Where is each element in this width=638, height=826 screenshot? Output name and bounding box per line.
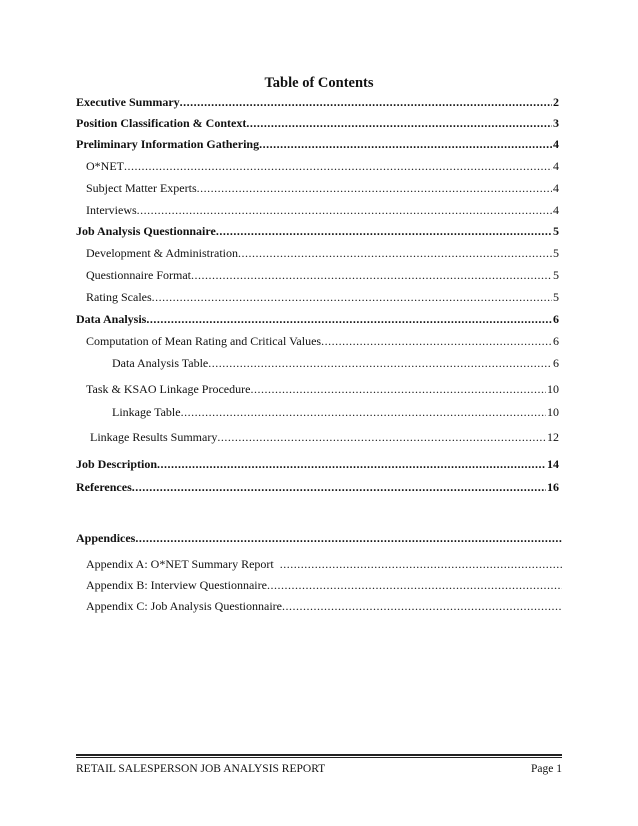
dot-leader: [246, 116, 552, 131]
toc-entry-linkage-table[interactable]: [112, 405, 559, 420]
toc-entry-page: 16: [547, 480, 559, 494]
toc-entry-subject-matter-experts[interactable]: [86, 181, 559, 196]
toc-entry-label: Subject Matter Experts: [86, 181, 197, 195]
toc-entry-appendix-c[interactable]: [86, 599, 562, 614]
dot-leader: [191, 268, 552, 283]
toc-entry-label: Linkage Results Summary: [90, 430, 218, 444]
footer-rule-thick: [76, 754, 562, 756]
toc-entry-label: Computation of Mean Rating and Critical Values: [86, 334, 322, 348]
toc-entry-page: 5: [553, 224, 559, 238]
toc-entry-label: References: [76, 480, 132, 494]
toc-entry-label: Data Analysis: [76, 312, 147, 326]
footer-report-title: RETAIL SALESPERSON JOB ANALYSIS REPORT: [76, 763, 326, 775]
toc-entry-references[interactable]: [76, 480, 559, 495]
toc-entry-label: Appendices: [76, 531, 136, 545]
dot-leader: [282, 599, 562, 614]
dot-leader: [146, 312, 552, 327]
toc-entry-data-analysis[interactable]: [76, 312, 559, 327]
toc-entry-label: Job Description: [76, 457, 157, 471]
toc-entry-onet[interactable]: [86, 159, 559, 174]
dot-leader: [180, 95, 552, 110]
dot-leader: [137, 203, 552, 218]
toc-entry-label: Appendix B: Interview Questionnaire: [86, 578, 267, 592]
toc-entry-label: Data Analysis Table: [112, 356, 209, 370]
toc-entry-label: O*NET: [86, 159, 124, 173]
toc-entry-label: Position Classification & Context: [76, 116, 247, 130]
toc-entry-label: Appendix C: Job Analysis Questionnaire: [86, 599, 282, 613]
toc-entry-page: 12: [547, 430, 559, 444]
toc-entry-label: Task & KSAO Linkage Procedure: [86, 382, 251, 396]
toc-entry-position-classification[interactable]: [76, 116, 559, 131]
dot-leader: [217, 430, 546, 445]
toc-entry-task-ksao-linkage[interactable]: [86, 382, 559, 397]
toc-entry-label: Linkage Table: [112, 405, 181, 419]
dot-leader: [124, 159, 552, 174]
toc-entry-preliminary-information[interactable]: [76, 137, 559, 152]
toc-entry-appendix-b[interactable]: [86, 578, 562, 593]
toc-entry-development-administration[interactable]: [86, 246, 559, 261]
toc-entry-page: 6: [553, 334, 559, 348]
toc-entry-appendices[interactable]: [76, 531, 562, 546]
dot-leader: [238, 246, 552, 261]
footer-rule-thin: [76, 757, 562, 758]
dot-leader: [152, 290, 552, 305]
toc-entry-page: 5: [553, 246, 559, 260]
toc-entry-page: 5: [553, 290, 559, 304]
toc-entry-job-description[interactable]: [76, 457, 559, 472]
toc-entry-label: Interviews: [86, 203, 137, 217]
toc-entry-rating-scales[interactable]: [86, 290, 559, 305]
toc-entry-page: 6: [553, 312, 559, 326]
toc-entry-executive-summary[interactable]: [76, 95, 559, 110]
toc-entry-page: 14: [547, 457, 559, 471]
dot-leader: [250, 382, 546, 397]
dot-leader: [181, 405, 546, 420]
dot-leader: [267, 578, 562, 593]
toc-entry-appendix-a[interactable]: [86, 557, 562, 572]
toc-entry-label: Questionnaire Format: [86, 268, 191, 282]
toc-entry-computation-mean-rating[interactable]: [86, 334, 559, 349]
toc-entry-page: 4: [553, 203, 559, 217]
dot-leader: [259, 137, 552, 152]
page-title: Table of Contents: [264, 75, 374, 91]
toc-entry-page: 3: [553, 116, 559, 130]
toc-entry-interviews[interactable]: [86, 203, 559, 218]
toc-entry-label: Preliminary Information Gathering: [76, 137, 260, 151]
toc-entry-job-analysis-questionnaire[interactable]: [76, 224, 559, 239]
toc-entry-label: Executive Summary: [76, 95, 180, 109]
dot-leader: [157, 457, 546, 472]
toc-entry-label: Appendix A: O*NET Summary Report: [86, 557, 274, 571]
dot-leader: [132, 480, 546, 495]
dot-leader: [321, 334, 552, 349]
toc-entry-page: 4: [553, 159, 559, 173]
toc-entry-linkage-results-summary[interactable]: [90, 430, 559, 445]
toc-entry-label: Rating Scales: [86, 290, 152, 304]
toc-entry-label: Job Analysis Questionnaire: [76, 224, 216, 238]
toc-entry-data-analysis-table[interactable]: [112, 356, 559, 371]
dot-leader: [197, 181, 552, 196]
dot-leader: [216, 224, 552, 239]
footer-page-number: Page 1: [531, 763, 562, 775]
toc-entry-label: Development & Administration: [86, 246, 238, 260]
toc-entry-page: 4: [553, 137, 559, 151]
toc-entry-page: 6: [553, 356, 559, 370]
toc-entry-questionnaire-format[interactable]: [86, 268, 559, 283]
toc-entry-page: 10: [547, 382, 559, 396]
dot-leader: [208, 356, 552, 371]
dot-leader: [135, 531, 562, 546]
toc-entry-page: 2: [553, 95, 559, 109]
toc-entry-page: 10: [547, 405, 559, 419]
dot-leader: [274, 557, 562, 572]
toc-entry-page: 5: [553, 268, 559, 282]
toc-entry-page: 4: [553, 181, 559, 195]
